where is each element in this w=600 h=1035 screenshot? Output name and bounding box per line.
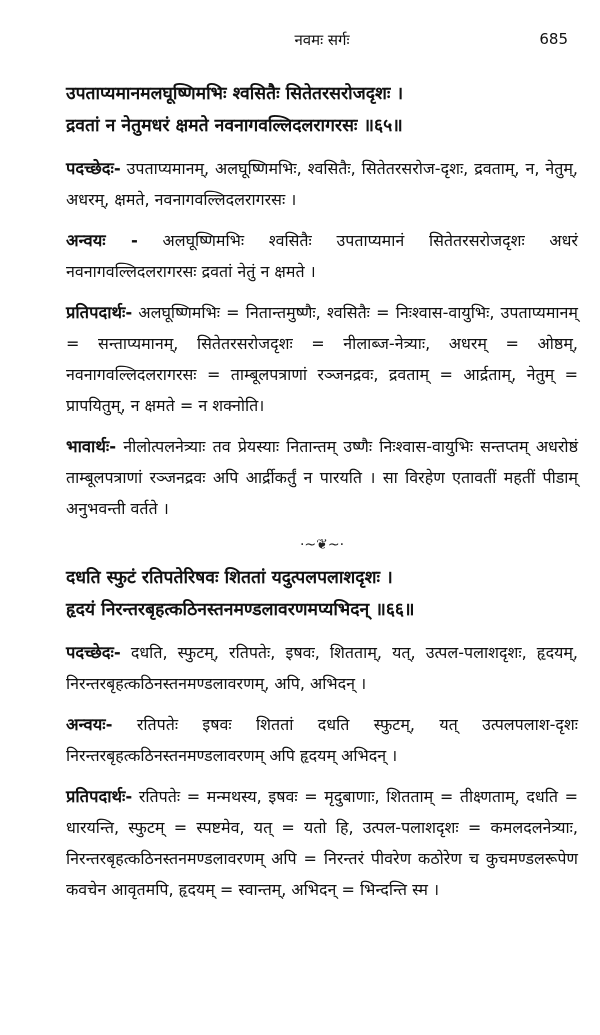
verse-line: दधति स्फुटं रतिपतेरिषवः शिततां यदुत्पलपलाशदृशः ।	[66, 568, 393, 588]
running-title: नवमः सर्गः	[294, 31, 350, 49]
anvaya-label: अन्वयः-	[66, 715, 113, 734]
verse-line: द्रवतां न नेतुमधरं क्षमते नवनागवल्लिदलरागरसः ॥६५॥	[66, 116, 403, 136]
padaccheda-section	[66, 153, 578, 215]
pratipadartha-label: प्रतिपदार्थः-	[66, 303, 133, 322]
bhavartha-section	[66, 431, 578, 524]
padaccheda-text: दधति, स्फुटम्, रतिपतेः, इषवः, शितताम्, यत्, उत्पल-पलाशदृशः, हृदयम्, निरन्तरबृहत्कठिनस्तनमण्डलावरणम्, अपि, अभिदन् ।	[66, 643, 579, 693]
anvaya-label: अन्वयः -	[66, 231, 138, 250]
padaccheda-label: पदच्छेदः-	[66, 643, 121, 662]
verse-line: उपताप्यमानमलघूष्णिमभिः श्वसितैः सितेतरसरोजदृशः ।	[66, 84, 404, 104]
padaccheda-text: उपताप्यमानम्, अलघूष्णिमभिः, श्वसितैः, सितेतरसरोज-दृशः, द्रवताम्, न, नेतुम्, अधरम्, क्षमते, नवनागवल्लिदलरागरसः ।	[66, 159, 578, 209]
bhavartha-label: भावार्थः-	[66, 437, 117, 456]
verse-line: हृदयं निरन्तरबृहत्कठिनस्तनमण्डलावरणमप्यभिदन् ॥६६॥	[66, 600, 415, 620]
page-number: 685	[539, 30, 568, 48]
verse-66	[66, 562, 578, 626]
pratipadartha-text: रतिपतेः = मन्मथस्य, इषवः = मृदुबाणाः, शितताम् = तीक्ष्णताम्, दधति = धारयन्ति, स्फुटम् = स्पष्टमेव, यत् = यतो हि, उत्पल-पलाशदृशः = कमलदलनेत्र्याः, निरन्तरबृहत्कठिनस्तनमण्डलावरणम् अपि = निरन्तरं पीवरेण कठोरेण च कुचमण्डलरूपेण कवचेन आवृतमपि, हृदयम् = स्वान्तम्, अभिदन् = भिन्दन्ति स्म ।	[66, 787, 578, 899]
anvaya-section	[66, 709, 578, 771]
pratipadartha-section	[66, 781, 578, 905]
padaccheda-section	[66, 637, 578, 699]
page-header	[66, 0, 578, 78]
anvaya-text: रतिपतेः इषवः शिततां दधति स्फुटम्, यत् उत्पलपलाश-दृशः निरन्तरबृहत्कठिनस्तनमण्डलावरणम् अपि हृदयम् अभिदन् ।	[66, 715, 578, 765]
padaccheda-label: पदच्छेदः-	[66, 159, 121, 178]
pratipadartha-label: प्रतिपदार्थः-	[66, 787, 133, 806]
anvaya-text: अलघूष्णिमभिः श्वसितैः उपताप्यमानं सितेतरसरोजदृशः अधरं नवनागवल्लिदलरागरसः द्रवतां नेतुं न क्षमते ।	[66, 231, 578, 281]
verse-65	[66, 78, 578, 142]
anvaya-section	[66, 225, 578, 287]
bhavartha-text: नीलोत्पलनेत्र्याः तव प्रेयस्याः नितान्तम् उष्णैः निःश्वास-वायुभिः सन्तप्तम् अधरोष्ठं ताम्बूलपत्राणां रञ्जनद्रवः अपि आर्द्रीकर्तुं न पारयति । सा विरहेण एतावतीं महतीं पीडाम् अनुभवन्ती वर्तते ।	[66, 437, 578, 518]
pratipadartha-section	[66, 297, 578, 421]
ornament-divider: ·~❦~·	[299, 537, 345, 553]
pratipadartha-text: अलघूष्णिमभिः = नितान्तमुष्णैः, श्वसितैः = निःश्वास-वायुभिः, उपताप्यमानम् = सन्ताप्यमानम्, सितेतरसरोजदृशः = नीलाब्ज-नेत्र्याः, अधरम् = ओष्ठम्, नवनागवल्लिदलरागरसः = ताम्बूलपत्राणां रञ्जनद्रवः, द्रवताम् = आर्द्रताम्, नेतुम् = प्रापयितुम्, न क्षमते = न शक्नोति।	[66, 303, 578, 415]
